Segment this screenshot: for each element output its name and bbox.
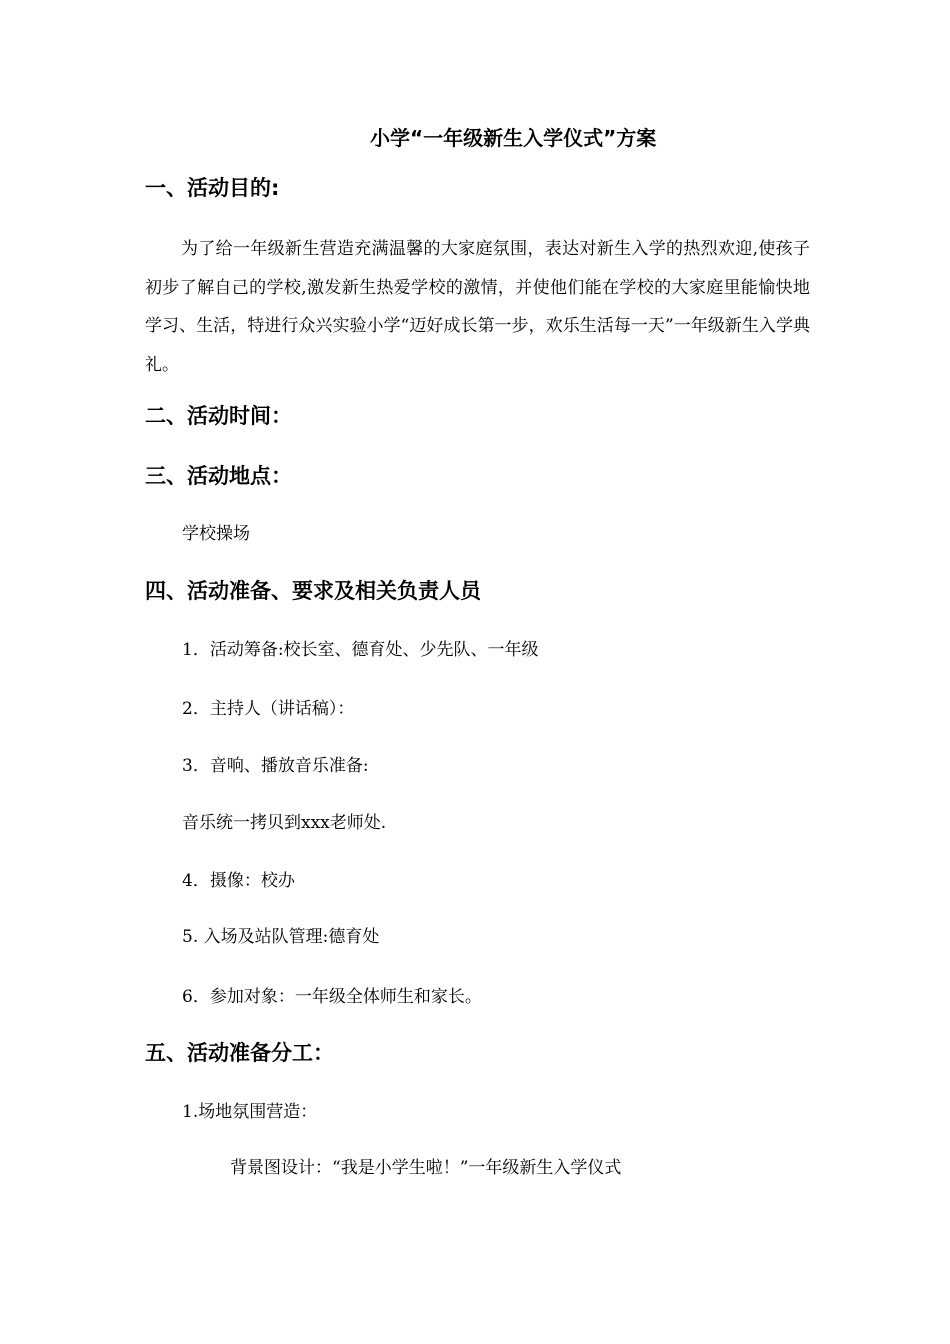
prep-item-3-detail: 音乐统一拷贝到xxx老师处. xyxy=(182,813,387,833)
prep-item-6: 6．参加对象：一年级全体师生和家长。 xyxy=(182,987,482,1007)
prep-item-2: 2．主持人（讲话稿）： xyxy=(182,699,355,719)
division-item-1-detail: 背景图设计：“我是小学生啦！”一年级新生入学仪式 xyxy=(230,1158,622,1178)
prep-item-1: 1．活动筹备:校长室、德育处、少先队、一年级 xyxy=(182,640,539,660)
division-item-1: 1.场地氛围营造： xyxy=(182,1102,318,1122)
section-heading-purpose: 一、活动目的: xyxy=(145,176,280,200)
prep-item-5: 5. 入场及站队管理:德育处 xyxy=(182,927,380,947)
section-heading-division: 五、活动准备分工： xyxy=(145,1041,334,1065)
section-heading-preparation: 四、活动准备、要求及相关负责人员 xyxy=(145,579,481,603)
document-title: 小学“一年级新生入学仪式”方案 xyxy=(370,126,657,150)
prep-item-4: 4．摄像：校办 xyxy=(182,871,295,891)
prep-item-3: 3．音响、播放音乐准备: xyxy=(182,756,369,776)
section-heading-location: 三、活动地点： xyxy=(145,464,292,488)
section-heading-time: 二、活动时间： xyxy=(145,404,292,428)
purpose-paragraph: 为了给一年级新生营造充满温馨的大家庭氛围，表达对新生入学的热烈欢迎,使孩子初步了解自己的学校,激发新生热爱学校的激情，并使他们能在学校的大家庭里能愉快地学习、生活，特进行众兴实验小学“迈好成长第一步，欢乐生活每一天”一年级新生入学典礼。 xyxy=(145,239,810,375)
location-text: 学校操场 xyxy=(182,524,250,544)
